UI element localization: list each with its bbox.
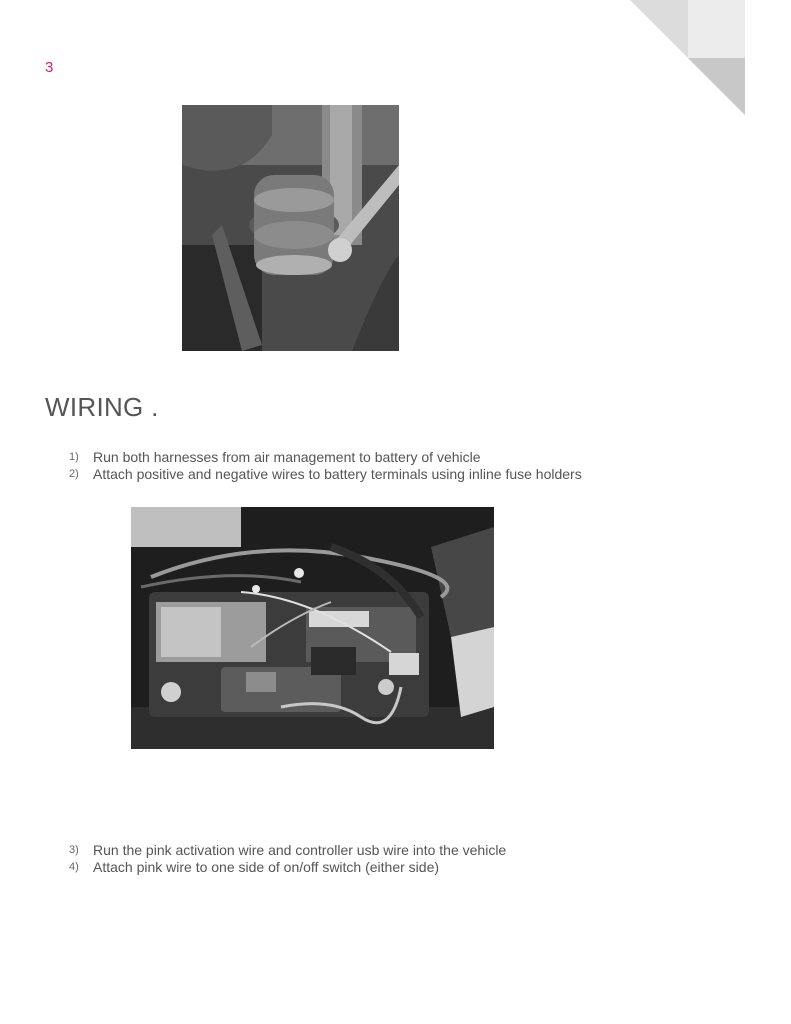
air-bag-suspension-photo	[182, 105, 399, 351]
step-text: Run both harnesses from air management to battery of vehicle	[93, 449, 481, 465]
list-item	[69, 842, 506, 859]
step-text: Attach pink wire to one side of on/off switch (either side)	[93, 859, 440, 875]
section-heading: WIRING .	[45, 392, 159, 422]
step-number: 3)	[69, 844, 79, 856]
step-number: 4)	[69, 861, 79, 873]
page-number: 3	[45, 59, 54, 76]
list-item	[69, 466, 582, 483]
step-text: Run the pink activation wire and controller usb wire into the vehicle	[93, 842, 507, 858]
list-item	[69, 859, 506, 876]
step-text: Attach positive and negative wires to battery terminals using inline fuse holders	[93, 466, 582, 482]
step-number: 2)	[69, 468, 79, 480]
steps-list	[69, 449, 582, 483]
battery-wiring-photo	[131, 507, 494, 749]
steps-list	[69, 842, 506, 876]
list-item	[69, 449, 582, 466]
step-number: 1)	[69, 451, 79, 463]
